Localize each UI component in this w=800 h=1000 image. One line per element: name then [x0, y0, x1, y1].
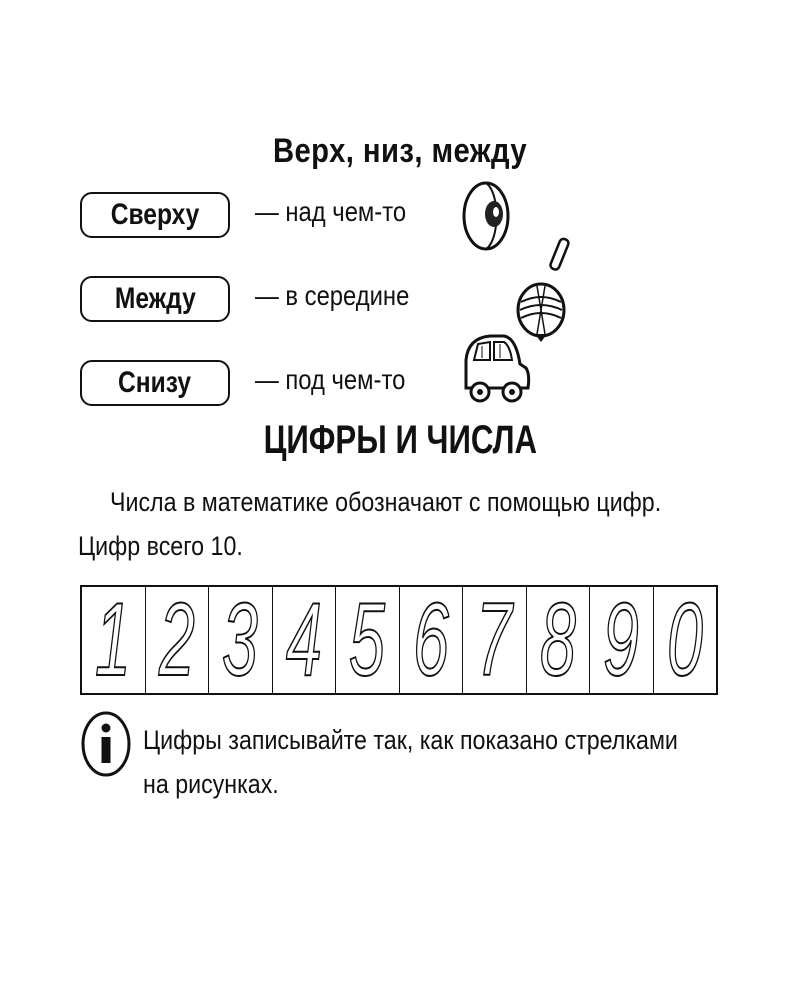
position-word: Сверху	[110, 198, 200, 231]
section-title-text: ЦИФРЫ И ЧИСЛА	[263, 418, 537, 462]
info-text	[143, 718, 783, 806]
digit-cell	[336, 587, 400, 693]
digit: 3	[222, 587, 259, 693]
digit: 9	[603, 587, 640, 693]
toy-car-icon	[460, 330, 534, 408]
position-tag	[80, 192, 230, 238]
position-row-middle	[80, 276, 540, 326]
digit-cell	[273, 587, 337, 693]
paragraph-line: Числа в математике обозначают с помощью цифр.	[110, 487, 662, 517]
position-description: — над чем-то	[255, 196, 407, 227]
digit-cell	[209, 587, 273, 693]
digit: 7	[476, 587, 513, 693]
position-description: — в середине	[255, 280, 410, 311]
heading: Верх, низ, между	[272, 132, 528, 170]
paragraph	[78, 480, 778, 568]
digit-cell	[400, 587, 464, 693]
position-word: Между	[114, 282, 196, 315]
digit-cell	[82, 587, 146, 693]
digit: 5	[349, 587, 386, 693]
digit-cell	[527, 587, 591, 693]
info-line: на рисунках.	[143, 769, 279, 799]
info-line: Цифры записывайте так, как показано стрелками	[143, 725, 678, 755]
ball-icon	[460, 180, 512, 252]
digit-strip	[80, 585, 718, 695]
digit: 2	[158, 587, 195, 693]
digit: 4	[285, 587, 322, 693]
digit: 0	[666, 587, 703, 693]
digit-cell	[463, 587, 527, 693]
position-word: Снизу	[118, 366, 192, 399]
position-tag	[80, 276, 230, 322]
position-tag	[80, 360, 230, 406]
position-description: — под чем-то	[255, 364, 406, 395]
section-title	[0, 418, 800, 463]
digit-cell	[590, 587, 654, 693]
spinning-top-icon	[515, 236, 575, 344]
digit: 1	[95, 587, 132, 693]
paragraph-line: Цифр всего 10.	[78, 531, 243, 561]
digit: 6	[412, 587, 449, 693]
digit: 8	[539, 587, 576, 693]
info-icon	[80, 710, 132, 778]
digit-cell	[654, 587, 717, 693]
digit-cell	[146, 587, 210, 693]
